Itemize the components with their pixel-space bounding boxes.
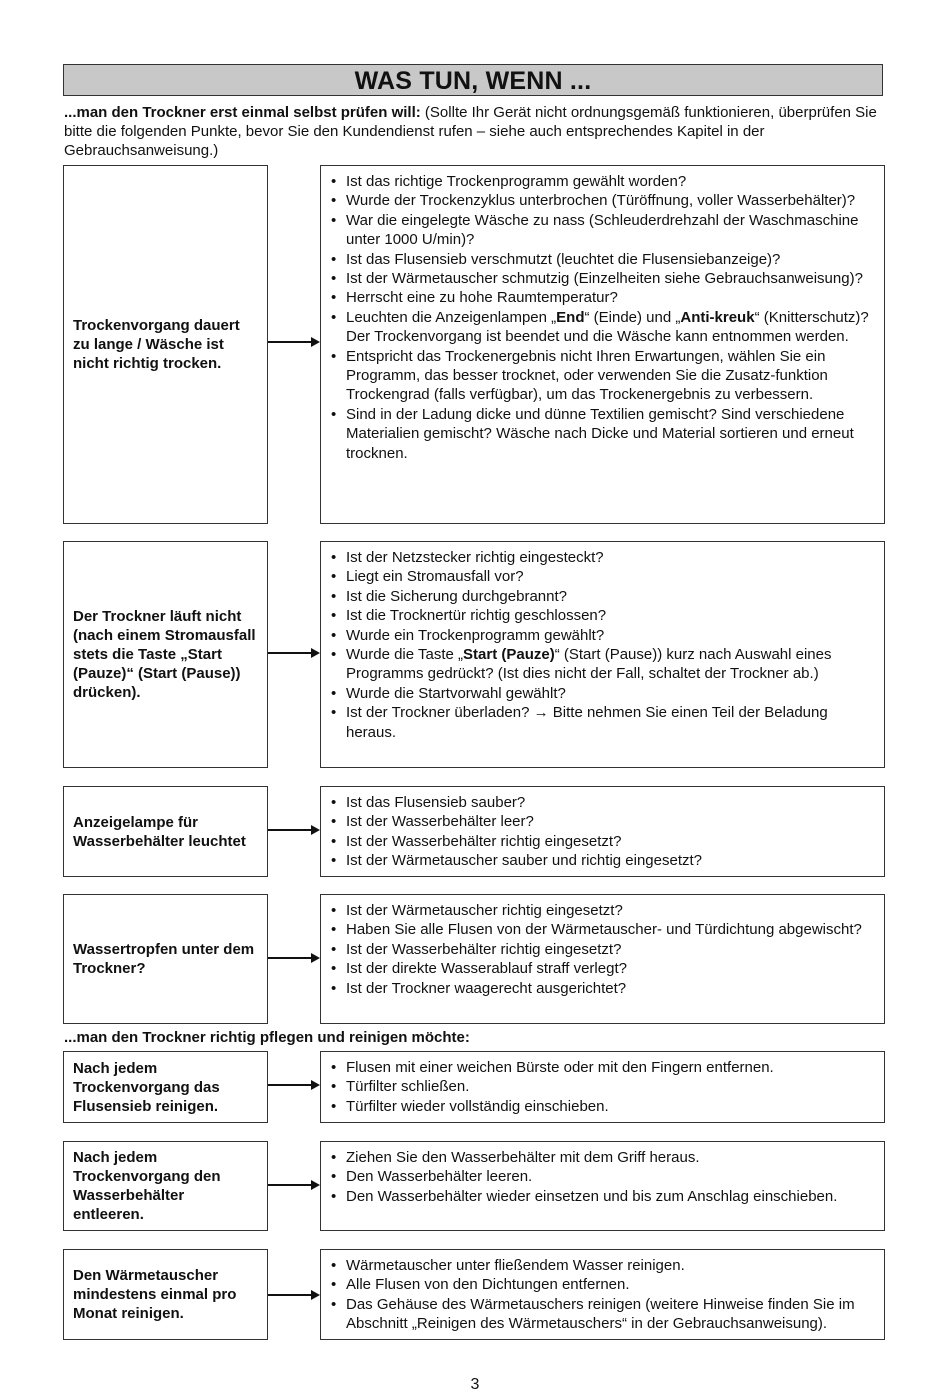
checklist-not-running [320, 541, 885, 768]
problem-label: Anzeigelampe für Wasserbehälter leuchtet [73, 813, 246, 850]
list-item: • Ist der direkte Wasserablauf straff verlegt? [331, 960, 627, 978]
arrow-icon [268, 1079, 320, 1091]
checklist-water-container [320, 1141, 885, 1231]
problem-label: Trockenvorgang dauert zu lange / Wäsche ist nicht richtig trocken. [73, 317, 240, 372]
list-item: • Türfilter schließen. [331, 1078, 470, 1096]
intro-paragraph [64, 103, 884, 160]
care-label: Nach jedem Trockenvorgang den Wasserbehälter entleeren. [73, 1149, 221, 1223]
list-item: • Alle Flusen von den Dichtungen entfernen. [331, 1276, 630, 1294]
list-item: • Das Gehäuse des Wärmetauschers reinigen (weitere Hinweise finden Sie im Abschnitt „Reinigen des Wärmetauschers“ in der Gebrauchsanweisung). [331, 1295, 855, 1333]
page-title: WAS TUN, WENN ... [63, 64, 883, 96]
list-item: • Wärmetauscher unter fließendem Wasser reinigen. [331, 1257, 685, 1274]
care-box-lint-filter [63, 1051, 268, 1123]
list-item: • Den Wasserbehälter wieder einsetzen und bis zum Anschlag einschieben. [331, 1187, 838, 1205]
list-item: • Ist das Flusensieb verschmutzt (leuchtet die Flusensiebanzeige)? [331, 250, 781, 268]
list-item: • Ist der Wärmetauscher schmutzig (Einzelheiten siehe Gebrauchsanweisung)? [331, 270, 863, 288]
list-item: • Herrscht eine zu hohe Raumtemperatur? [331, 289, 618, 307]
list-item: • Ist der Trockner überladen? → Bitte nehmen Sie einen Teil der Beladung heraus. [331, 704, 828, 741]
list-item: • Flusen mit einer weichen Bürste oder mit den Fingern entfernen. [331, 1059, 774, 1076]
arrow-icon [268, 824, 320, 836]
page-number: 3 [470, 1376, 480, 1393]
problem-label: Der Trockner läuft nicht (nach einem Stromausfall stets die Taste „Start (Pauze)“ (Start (Pause)) drücken). [73, 608, 256, 701]
checklist-drying-too-long [320, 165, 885, 524]
care-label: Nach jedem Trockenvorgang das Flusensieb reinigen. [73, 1059, 220, 1115]
problem-box-water-container-lamp [63, 786, 268, 877]
arrow-icon [268, 336, 320, 348]
list-item: • Wurde ein Trockenprogramm gewählt? [331, 626, 605, 644]
list-item: • Ist der Wasserbehälter leer? [331, 813, 534, 831]
checklist-water-container-lamp [320, 786, 885, 877]
list-item: • Sind in der Ladung dicke und dünne Textilien gemischt? Sind verschiedene Materialien gemischt? Wäsche nach Dicke und Material sortieren und erneut trocknen. [331, 405, 854, 462]
list-item: • Ziehen Sie den Wasserbehälter mit dem Griff heraus. [331, 1149, 700, 1166]
intro-text: (Sollte Ihr Gerät nicht ordnungsgemäß funktionieren, überprüfen Sie bitte die folgenden Punkte, bevor Sie den Kundendienst rufen – siehe auch entsprechendes Kapitel in der Gebrauchsanweisung.) [64, 104, 877, 159]
arrow-icon [268, 952, 320, 964]
list-item: • Ist der Netzstecker richtig eingesteckt? [331, 549, 604, 566]
care-label: Den Wärmetauscher mindestens einmal pro Monat reinigen. [73, 1267, 237, 1322]
list-item: • Ist das Flusensieb sauber? [331, 794, 526, 811]
care-box-water-container [63, 1141, 268, 1231]
list-item: • Wurde die Startvorwahl gewählt? [331, 684, 566, 702]
list-item: • Ist der Wasserbehälter richtig eingesetzt? [331, 832, 622, 850]
checklist-heat-exchanger [320, 1249, 885, 1340]
list-item: • Entspricht das Trockenergebnis nicht Ihren Erwartungen, wählen Sie ein Programm, das besser trocknet, oder verwenden Sie die Zusatz-funktion Trockengrad (falls verfügbar), um das Trockenergebnis zu verbessern. [331, 347, 828, 404]
care-box-heat-exchanger [63, 1249, 268, 1340]
list-item: • Wurde der Trockenzyklus unterbrochen (Türöffnung, voller Wasserbehälter)? [331, 192, 856, 210]
intro-lead: ...man den Trockner erst einmal selbst prüfen will: [64, 104, 421, 121]
list-item-note: Der Trockenvorgang ist beendet und die Wäsche kann entnommen werden. [346, 328, 849, 346]
list-item: • Ist der Wärmetauscher richtig eingesetzt? [331, 902, 623, 919]
list-item: • Liegt ein Stromausfall vor? [331, 568, 524, 586]
list-item: • Wurde die Taste „Start (Pauze)“ (Start (Pause)) kurz nach Auswahl eines Programms gedrückt? (Ist dies nicht der Fall, schaltet der Trockner ab.) [331, 646, 832, 683]
list-item: • Ist die Trocknertür richtig geschlossen? [331, 607, 607, 625]
list-item: • Leuchten die Anzeigenlampen „End“ (Einde) und „Anti-kreuk“ (Knitterschutz)? Der Trockenvorgang ist beendet und die Wäsche kann entnommen werden. [331, 308, 869, 346]
list-item: • Türfilter wieder vollständig einschieben. [331, 1097, 609, 1115]
list-item: • Ist der Trockner waagerecht ausgerichtet? [331, 979, 627, 997]
list-item: • Ist die Sicherung durchgebrannt? [331, 587, 567, 605]
problem-box-not-running [63, 541, 268, 768]
list-item: • Haben Sie alle Flusen von der Wärmetauscher- und Türdichtung abgewischt? [331, 921, 862, 939]
list-item: • Ist das richtige Trockenprogramm gewählt worden? [331, 173, 687, 190]
checklist-lint-filter [320, 1051, 885, 1123]
problem-box-water-drops [63, 894, 268, 1024]
care-section-heading: ...man den Trockner richtig pflegen und reinigen möchte: [64, 1029, 470, 1046]
arrow-icon [268, 647, 320, 659]
problem-label: Wassertropfen unter dem Trockner? [73, 941, 255, 977]
list-item: • Den Wasserbehälter leeren. [331, 1168, 533, 1186]
list-item: • War die eingelegte Wäsche zu nass (Schleuderdrehzahl der Waschmaschine unter 1000 U/min)? [331, 211, 859, 249]
arrow-icon [268, 1179, 320, 1191]
list-item: • Ist der Wasserbehälter richtig eingesetzt? [331, 940, 622, 958]
checklist-water-drops [320, 894, 885, 1024]
problem-box-drying-too-long [63, 165, 268, 524]
arrow-icon [268, 1289, 320, 1301]
list-item: • Ist der Wärmetauscher sauber und richtig eingesetzt? [331, 852, 703, 870]
